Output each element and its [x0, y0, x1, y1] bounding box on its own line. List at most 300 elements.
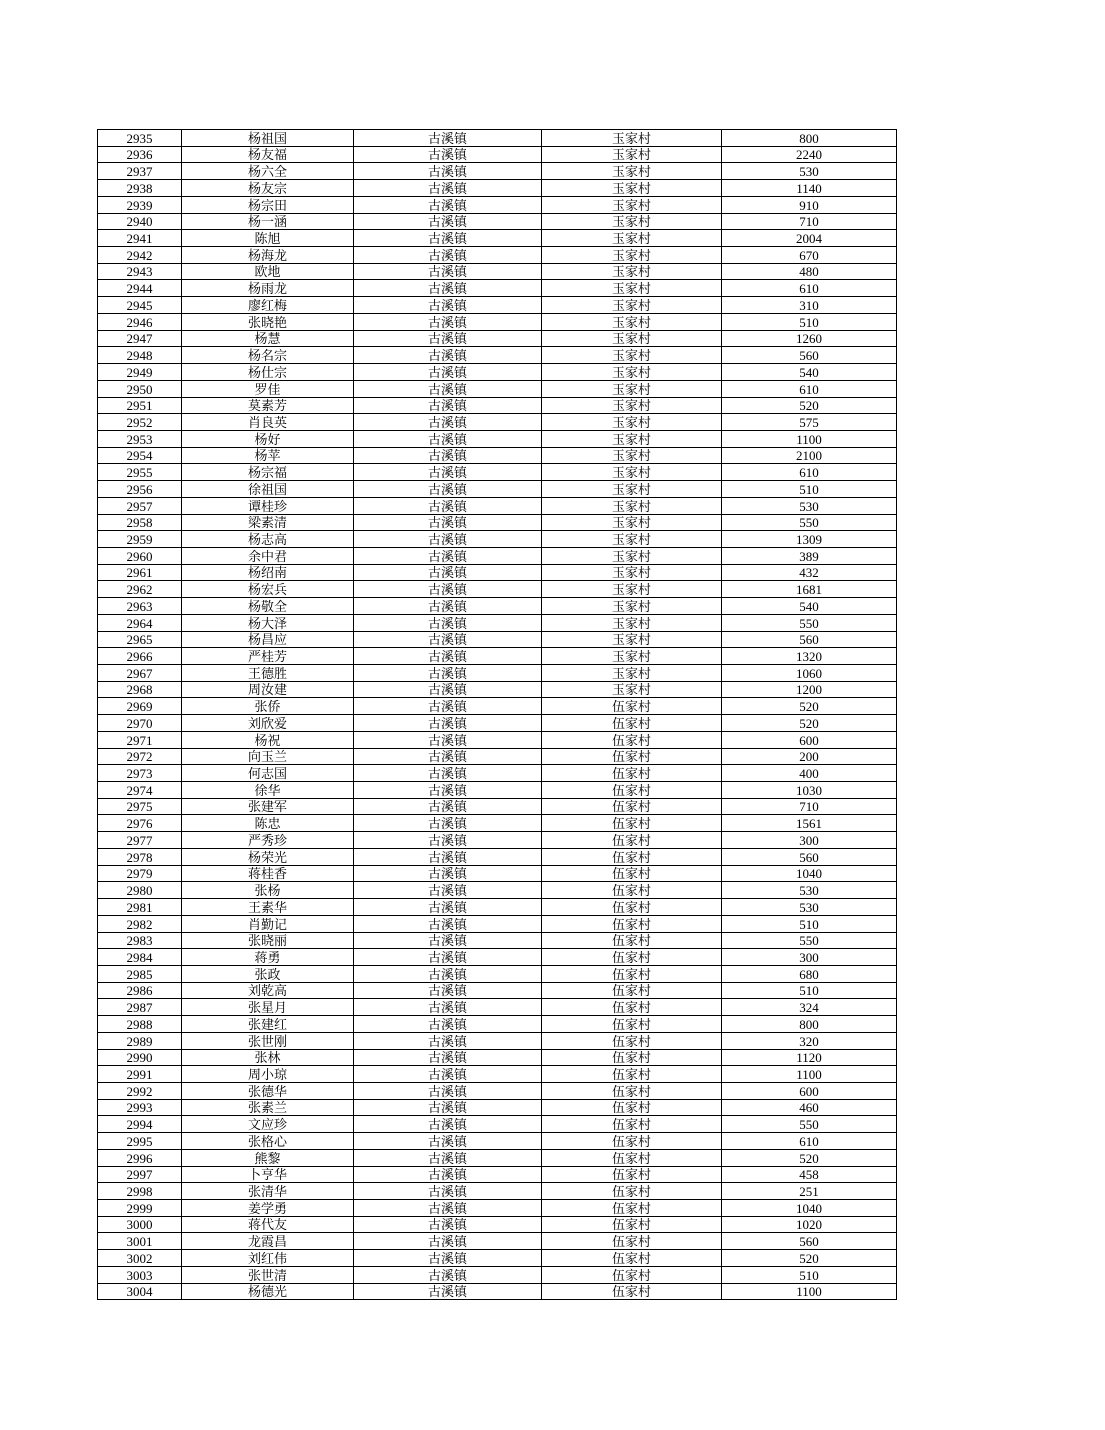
row-number-cell: 3001 [98, 1233, 182, 1250]
name-cell: 陈旭 [182, 230, 354, 247]
name-cell: 徐华 [182, 782, 354, 799]
name-cell: 刘欣爱 [182, 715, 354, 732]
town-cell: 古溪镇 [354, 1133, 542, 1150]
name-cell: 杨苹 [182, 447, 354, 464]
town-cell: 古溪镇 [354, 130, 542, 147]
amount-cell: 1030 [722, 782, 897, 799]
row-number-cell: 2983 [98, 932, 182, 949]
table-row [98, 715, 897, 732]
table-row [98, 347, 897, 364]
name-cell: 张建红 [182, 1016, 354, 1033]
town-cell: 古溪镇 [354, 1032, 542, 1049]
table-row [98, 263, 897, 280]
table-row [98, 665, 897, 682]
village-cell: 玉家村 [542, 297, 722, 314]
village-cell: 伍家村 [542, 1016, 722, 1033]
amount-cell: 1020 [722, 1216, 897, 1233]
amount-cell: 610 [722, 464, 897, 481]
name-cell: 谭桂珍 [182, 497, 354, 514]
row-number-cell: 2935 [98, 130, 182, 147]
table-row [98, 631, 897, 648]
amount-cell: 800 [722, 1016, 897, 1033]
name-cell: 罗佳 [182, 380, 354, 397]
village-cell: 玉家村 [542, 598, 722, 615]
row-number-cell: 3004 [98, 1283, 182, 1300]
amount-cell: 550 [722, 1116, 897, 1133]
row-number-cell: 2982 [98, 915, 182, 932]
table-row [98, 430, 897, 447]
town-cell: 古溪镇 [354, 163, 542, 180]
row-number-cell: 2979 [98, 865, 182, 882]
row-number-cell: 2947 [98, 330, 182, 347]
town-cell: 古溪镇 [354, 397, 542, 414]
village-cell: 玉家村 [542, 581, 722, 598]
name-cell: 杨祖国 [182, 130, 354, 147]
row-number-cell: 2957 [98, 497, 182, 514]
table-row [98, 1166, 897, 1183]
table-row [98, 1183, 897, 1200]
amount-cell: 1100 [722, 1066, 897, 1083]
town-cell: 古溪镇 [354, 865, 542, 882]
name-cell: 张清华 [182, 1183, 354, 1200]
town-cell: 古溪镇 [354, 364, 542, 381]
name-cell: 张晓艳 [182, 313, 354, 330]
row-number-cell: 2993 [98, 1099, 182, 1116]
name-cell: 杨雨龙 [182, 280, 354, 297]
amount-cell: 530 [722, 163, 897, 180]
name-cell: 张晓丽 [182, 932, 354, 949]
amount-cell: 2240 [722, 146, 897, 163]
amount-cell: 550 [722, 932, 897, 949]
amount-cell: 320 [722, 1032, 897, 1049]
town-cell: 古溪镇 [354, 263, 542, 280]
town-cell: 古溪镇 [354, 481, 542, 498]
row-number-cell: 2991 [98, 1066, 182, 1083]
table-row [98, 130, 897, 147]
row-number-cell: 2942 [98, 247, 182, 264]
village-cell: 伍家村 [542, 832, 722, 849]
name-cell: 杨宗福 [182, 464, 354, 481]
village-cell: 玉家村 [542, 631, 722, 648]
table-row [98, 1149, 897, 1166]
town-cell: 古溪镇 [354, 1233, 542, 1250]
amount-cell: 2100 [722, 447, 897, 464]
name-cell: 张格心 [182, 1133, 354, 1150]
village-cell: 伍家村 [542, 1082, 722, 1099]
village-cell: 伍家村 [542, 999, 722, 1016]
village-cell: 伍家村 [542, 798, 722, 815]
row-number-cell: 2987 [98, 999, 182, 1016]
village-cell: 玉家村 [542, 547, 722, 564]
town-cell: 古溪镇 [354, 581, 542, 598]
town-cell: 古溪镇 [354, 882, 542, 899]
name-cell: 周小琼 [182, 1066, 354, 1083]
amount-cell: 1681 [722, 581, 897, 598]
village-cell: 玉家村 [542, 180, 722, 197]
town-cell: 古溪镇 [354, 899, 542, 916]
town-cell: 古溪镇 [354, 430, 542, 447]
amount-cell: 510 [722, 1266, 897, 1283]
name-cell: 杨大泽 [182, 614, 354, 631]
name-cell: 杨敬全 [182, 598, 354, 615]
town-cell: 古溪镇 [354, 297, 542, 314]
town-cell: 古溪镇 [354, 1016, 542, 1033]
amount-cell: 610 [722, 380, 897, 397]
town-cell: 古溪镇 [354, 547, 542, 564]
town-cell: 古溪镇 [354, 1149, 542, 1166]
amount-cell: 1100 [722, 1283, 897, 1300]
table-row [98, 196, 897, 213]
row-number-cell: 2958 [98, 514, 182, 531]
village-cell: 伍家村 [542, 1099, 722, 1116]
amount-cell: 1040 [722, 1200, 897, 1217]
amount-cell: 560 [722, 848, 897, 865]
town-cell: 古溪镇 [354, 531, 542, 548]
row-number-cell: 2953 [98, 430, 182, 447]
name-cell: 杨友宗 [182, 180, 354, 197]
table-row [98, 481, 897, 498]
village-cell: 玉家村 [542, 380, 722, 397]
name-cell: 龙霞昌 [182, 1233, 354, 1250]
table-row [98, 313, 897, 330]
row-number-cell: 2992 [98, 1082, 182, 1099]
name-cell: 张建军 [182, 798, 354, 815]
village-cell: 伍家村 [542, 1200, 722, 1217]
village-cell: 伍家村 [542, 698, 722, 715]
village-cell: 伍家村 [542, 932, 722, 949]
row-number-cell: 2976 [98, 815, 182, 832]
village-cell: 伍家村 [542, 1216, 722, 1233]
village-cell: 伍家村 [542, 1183, 722, 1200]
name-cell: 杨慧 [182, 330, 354, 347]
amount-cell: 600 [722, 731, 897, 748]
table-row [98, 447, 897, 464]
town-cell: 古溪镇 [354, 1116, 542, 1133]
table-row [98, 982, 897, 999]
table-row [98, 514, 897, 531]
village-cell: 伍家村 [542, 731, 722, 748]
table-row [98, 748, 897, 765]
town-cell: 古溪镇 [354, 464, 542, 481]
town-cell: 古溪镇 [354, 681, 542, 698]
table-row [98, 614, 897, 631]
amount-cell: 1040 [722, 865, 897, 882]
village-cell: 伍家村 [542, 899, 722, 916]
row-number-cell: 2940 [98, 213, 182, 230]
table-row [98, 1216, 897, 1233]
town-cell: 古溪镇 [354, 698, 542, 715]
row-number-cell: 2951 [98, 397, 182, 414]
amount-cell: 310 [722, 297, 897, 314]
name-cell: 刘红伟 [182, 1250, 354, 1267]
table-row [98, 531, 897, 548]
town-cell: 古溪镇 [354, 1166, 542, 1183]
row-number-cell: 2986 [98, 982, 182, 999]
table-row [98, 297, 897, 314]
village-cell: 伍家村 [542, 815, 722, 832]
row-number-cell: 2959 [98, 531, 182, 548]
village-cell: 伍家村 [542, 1133, 722, 1150]
village-cell: 伍家村 [542, 1049, 722, 1066]
name-cell: 欧地 [182, 263, 354, 280]
village-cell: 玉家村 [542, 447, 722, 464]
amount-cell: 1260 [722, 330, 897, 347]
row-number-cell: 2949 [98, 364, 182, 381]
amount-cell: 610 [722, 1133, 897, 1150]
table-row [98, 247, 897, 264]
amount-cell: 1120 [722, 1049, 897, 1066]
village-cell: 伍家村 [542, 865, 722, 882]
amount-cell: 300 [722, 832, 897, 849]
row-number-cell: 2965 [98, 631, 182, 648]
amount-cell: 324 [722, 999, 897, 1016]
village-cell: 玉家村 [542, 564, 722, 581]
row-number-cell: 2981 [98, 899, 182, 916]
table-row [98, 163, 897, 180]
village-cell: 伍家村 [542, 1233, 722, 1250]
amount-cell: 530 [722, 899, 897, 916]
town-cell: 古溪镇 [354, 1216, 542, 1233]
amount-cell: 520 [722, 715, 897, 732]
table-row [98, 564, 897, 581]
town-cell: 古溪镇 [354, 146, 542, 163]
name-cell: 张世刚 [182, 1032, 354, 1049]
row-number-cell: 2995 [98, 1133, 182, 1150]
row-number-cell: 2969 [98, 698, 182, 715]
table-row [98, 1116, 897, 1133]
town-cell: 古溪镇 [354, 213, 542, 230]
town-cell: 古溪镇 [354, 330, 542, 347]
table-row [98, 547, 897, 564]
town-cell: 古溪镇 [354, 798, 542, 815]
town-cell: 古溪镇 [354, 999, 542, 1016]
row-number-cell: 2985 [98, 965, 182, 982]
row-number-cell: 2974 [98, 782, 182, 799]
row-number-cell: 2938 [98, 180, 182, 197]
town-cell: 古溪镇 [354, 414, 542, 431]
row-number-cell: 2939 [98, 196, 182, 213]
name-cell: 张星月 [182, 999, 354, 1016]
name-cell: 卜亨华 [182, 1166, 354, 1183]
village-cell: 玉家村 [542, 364, 722, 381]
table-row [98, 1066, 897, 1083]
name-cell: 张侨 [182, 698, 354, 715]
town-cell: 古溪镇 [354, 598, 542, 615]
name-cell: 廖红梅 [182, 297, 354, 314]
town-cell: 古溪镇 [354, 848, 542, 865]
name-cell: 姜学勇 [182, 1200, 354, 1217]
amount-cell: 520 [722, 1149, 897, 1166]
town-cell: 古溪镇 [354, 949, 542, 966]
row-number-cell: 2980 [98, 882, 182, 899]
amount-cell: 800 [722, 130, 897, 147]
row-number-cell: 3003 [98, 1266, 182, 1283]
name-cell: 杨好 [182, 430, 354, 447]
row-number-cell: 2955 [98, 464, 182, 481]
table-row [98, 1133, 897, 1150]
amount-cell: 670 [722, 247, 897, 264]
village-cell: 玉家村 [542, 648, 722, 665]
town-cell: 古溪镇 [354, 1266, 542, 1283]
village-cell: 伍家村 [542, 1250, 722, 1267]
name-cell: 严秀珍 [182, 832, 354, 849]
village-cell: 玉家村 [542, 430, 722, 447]
name-cell: 杨昌应 [182, 631, 354, 648]
name-cell: 杨志高 [182, 531, 354, 548]
village-cell: 伍家村 [542, 848, 722, 865]
row-number-cell: 2964 [98, 614, 182, 631]
name-cell: 严桂芳 [182, 648, 354, 665]
town-cell: 古溪镇 [354, 280, 542, 297]
amount-cell: 1060 [722, 665, 897, 682]
row-number-cell: 2941 [98, 230, 182, 247]
town-cell: 古溪镇 [354, 782, 542, 799]
name-cell: 刘乾高 [182, 982, 354, 999]
table-row [98, 1032, 897, 1049]
village-cell: 玉家村 [542, 146, 722, 163]
village-cell: 伍家村 [542, 1149, 722, 1166]
table-row [98, 899, 897, 916]
amount-cell: 1100 [722, 430, 897, 447]
name-cell: 周汝建 [182, 681, 354, 698]
village-cell: 玉家村 [542, 347, 722, 364]
table-row [98, 1283, 897, 1300]
table-row [98, 765, 897, 782]
table-row [98, 882, 897, 899]
row-number-cell: 3002 [98, 1250, 182, 1267]
table-row [98, 464, 897, 481]
name-cell: 徐祖国 [182, 481, 354, 498]
amount-cell: 680 [722, 965, 897, 982]
table-row [98, 932, 897, 949]
name-cell: 梁素清 [182, 514, 354, 531]
town-cell: 古溪镇 [354, 731, 542, 748]
town-cell: 古溪镇 [354, 815, 542, 832]
amount-cell: 300 [722, 949, 897, 966]
amount-cell: 520 [722, 397, 897, 414]
amount-cell: 550 [722, 614, 897, 631]
name-cell: 文应珍 [182, 1116, 354, 1133]
table-row [98, 865, 897, 882]
village-cell: 玉家村 [542, 414, 722, 431]
village-cell: 玉家村 [542, 330, 722, 347]
village-cell: 伍家村 [542, 1283, 722, 1300]
name-cell: 余中君 [182, 547, 354, 564]
row-number-cell: 2954 [98, 447, 182, 464]
village-cell: 玉家村 [542, 397, 722, 414]
village-cell: 玉家村 [542, 280, 722, 297]
town-cell: 古溪镇 [354, 748, 542, 765]
amount-cell: 480 [722, 263, 897, 280]
town-cell: 古溪镇 [354, 514, 542, 531]
row-number-cell: 2973 [98, 765, 182, 782]
table-row [98, 330, 897, 347]
town-cell: 古溪镇 [354, 497, 542, 514]
table-row [98, 648, 897, 665]
table-row [98, 1266, 897, 1283]
table-row [98, 146, 897, 163]
table-row [98, 1099, 897, 1116]
row-number-cell: 2956 [98, 481, 182, 498]
amount-cell: 575 [722, 414, 897, 431]
town-cell: 古溪镇 [354, 347, 542, 364]
amount-cell: 710 [722, 213, 897, 230]
table-row [98, 731, 897, 748]
amount-cell: 510 [722, 982, 897, 999]
name-cell: 杨祝 [182, 731, 354, 748]
table-row [98, 1250, 897, 1267]
row-number-cell: 2978 [98, 848, 182, 865]
town-cell: 古溪镇 [354, 1082, 542, 1099]
row-number-cell: 2952 [98, 414, 182, 431]
name-cell: 杨海龙 [182, 247, 354, 264]
table-row [98, 1016, 897, 1033]
town-cell: 古溪镇 [354, 380, 542, 397]
name-cell: 肖勤记 [182, 915, 354, 932]
table-row [98, 180, 897, 197]
amount-cell: 540 [722, 598, 897, 615]
village-cell: 玉家村 [542, 247, 722, 264]
village-cell: 玉家村 [542, 263, 722, 280]
village-cell: 伍家村 [542, 1166, 722, 1183]
table-row [98, 1200, 897, 1217]
row-number-cell: 2962 [98, 581, 182, 598]
name-cell: 张林 [182, 1049, 354, 1066]
town-cell: 古溪镇 [354, 832, 542, 849]
amount-cell: 560 [722, 1233, 897, 1250]
row-number-cell: 2936 [98, 146, 182, 163]
data-table [97, 129, 897, 1300]
table-row [98, 815, 897, 832]
amount-cell: 458 [722, 1166, 897, 1183]
village-cell: 玉家村 [542, 196, 722, 213]
amount-cell: 389 [722, 547, 897, 564]
row-number-cell: 2977 [98, 832, 182, 849]
village-cell: 伍家村 [542, 949, 722, 966]
amount-cell: 432 [722, 564, 897, 581]
amount-cell: 200 [722, 748, 897, 765]
name-cell: 陈忠 [182, 815, 354, 832]
village-cell: 伍家村 [542, 982, 722, 999]
row-number-cell: 2984 [98, 949, 182, 966]
village-cell: 伍家村 [542, 1066, 722, 1083]
row-number-cell: 2999 [98, 1200, 182, 1217]
amount-cell: 1200 [722, 681, 897, 698]
amount-cell: 550 [722, 514, 897, 531]
name-cell: 杨友福 [182, 146, 354, 163]
village-cell: 玉家村 [542, 481, 722, 498]
row-number-cell: 2966 [98, 648, 182, 665]
table-row [98, 497, 897, 514]
name-cell: 张杨 [182, 882, 354, 899]
village-cell: 伍家村 [542, 1266, 722, 1283]
row-number-cell: 2937 [98, 163, 182, 180]
row-number-cell: 2990 [98, 1049, 182, 1066]
name-cell: 杨六全 [182, 163, 354, 180]
table-row [98, 213, 897, 230]
table-row [98, 848, 897, 865]
row-number-cell: 2975 [98, 798, 182, 815]
village-cell: 玉家村 [542, 681, 722, 698]
town-cell: 古溪镇 [354, 715, 542, 732]
town-cell: 古溪镇 [354, 180, 542, 197]
town-cell: 古溪镇 [354, 447, 542, 464]
table-row [98, 581, 897, 598]
row-number-cell: 2944 [98, 280, 182, 297]
row-number-cell: 2945 [98, 297, 182, 314]
amount-cell: 510 [722, 915, 897, 932]
village-cell: 伍家村 [542, 782, 722, 799]
